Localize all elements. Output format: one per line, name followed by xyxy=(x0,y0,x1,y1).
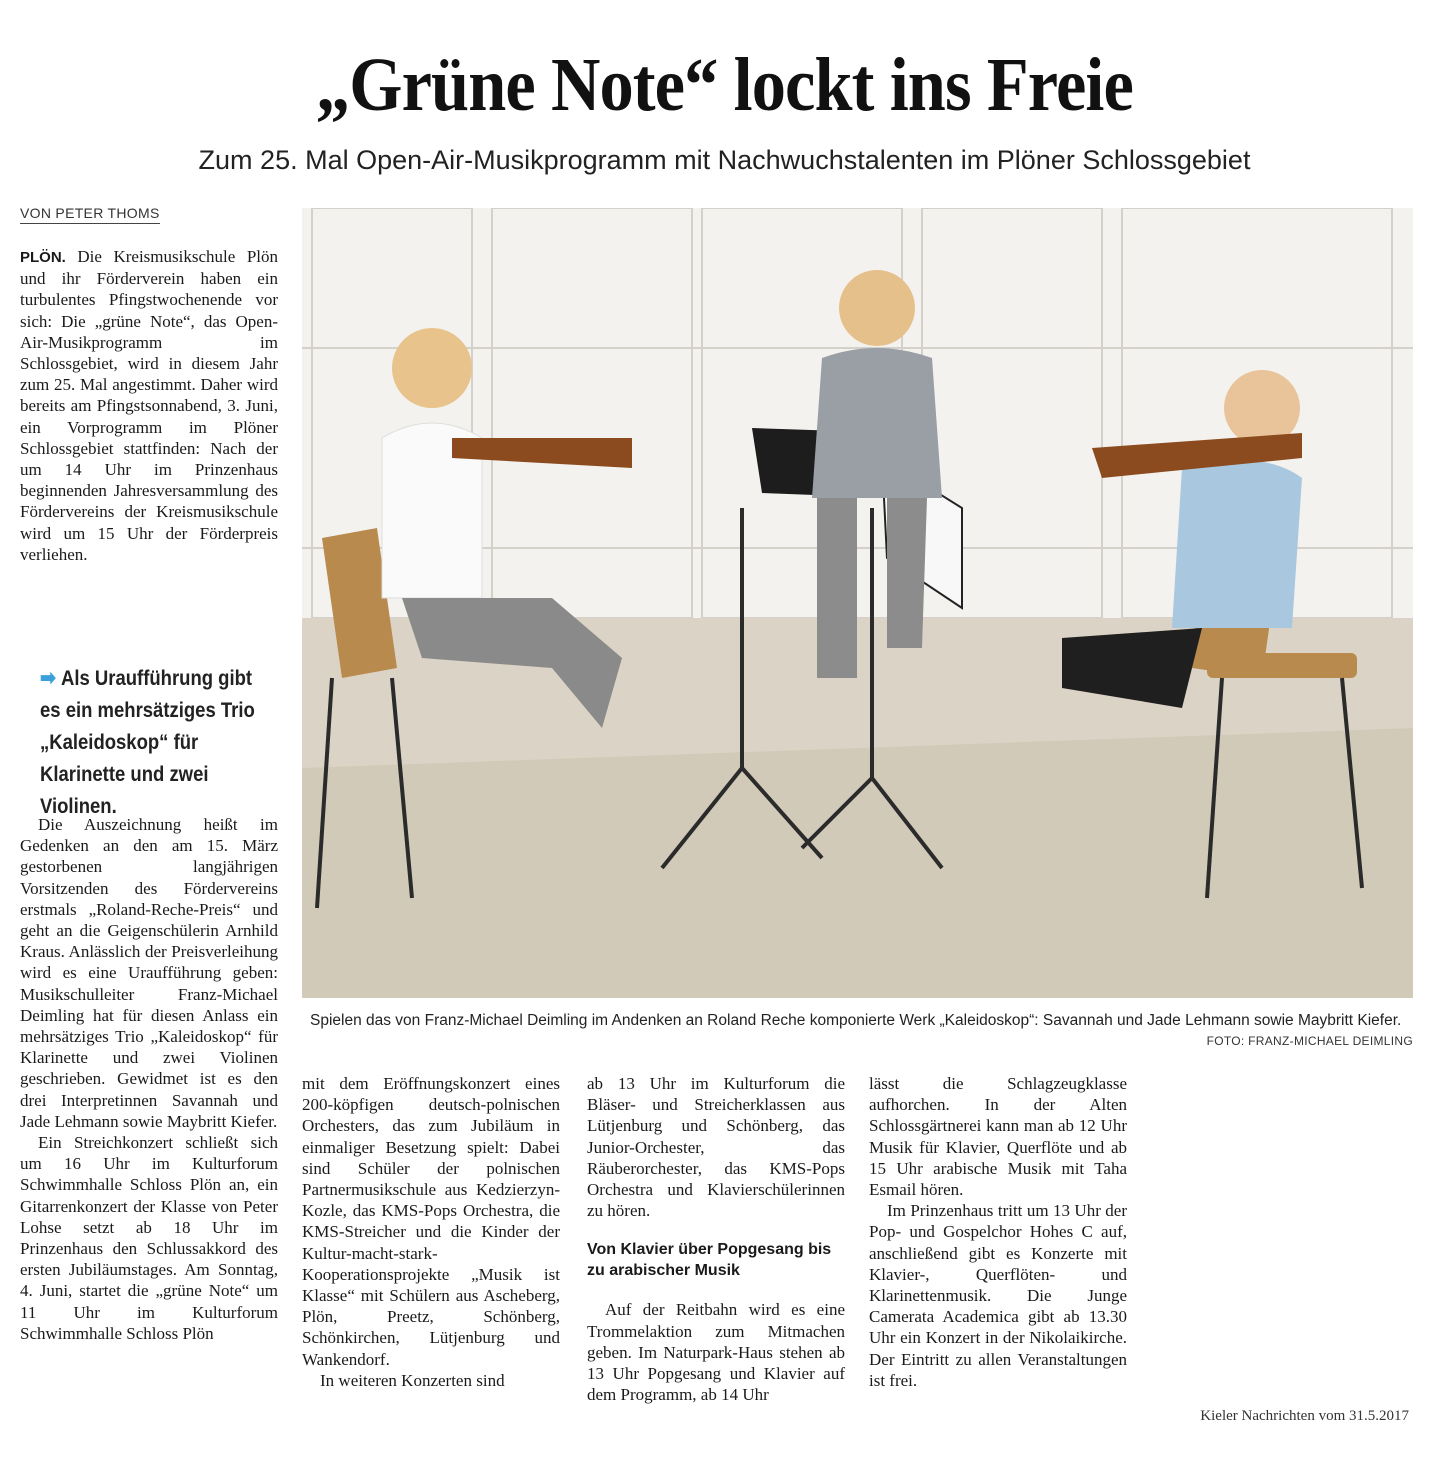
paragraph-award: Die Auszeichnung heißt im Gedenken an den am 15. März gestorbenen langjährigen Vorsitzenden des Fördervereins erstmals „Roland-Reche-Preis“ und geht an die Geigenschülerin Arnhild Kraus. Anlässlich der Preisverleihung wird es eine Uraufführung geben: Musikschulleiter Franz-Michael Deimling hat für diesen Anlass ein mehrsätziges Trio „Kaleidoskop“ für Klarinette und zwei Violinen geschrieben. Gewidmet ist es den drei Interpretinnen Savannah und Jade Lehmann sowie Maybritt Kiefer. xyxy=(20,815,278,1131)
arrow-right-icon: ➡ xyxy=(40,665,56,690)
teaser-box xyxy=(40,662,255,822)
paragraph-reitbahn: Auf der Reitbahn wird es eine Trommelaktion zum Mitmachen geben. Im Naturpark-Haus stehen ab 13 Uhr Popgesang und Klavier auf dem Programm, ab 14 Uhr xyxy=(587,1300,845,1405)
column-3 xyxy=(587,1073,845,1405)
paragraph-prinzenhaus: Im Prinzenhaus tritt um 13 Uhr der Pop- und Gospelchor Hohes C auf, anschließend gibt es Konzerte mit Klavier-, Querflöten- und Klarinettenmusik. Die Junge Camerata Academica gibt ab 13.30 Uhr ein Konzert in der Nikolaikirche. Der Eintritt zu allen Veranstaltungen ist frei. xyxy=(869,1201,1127,1390)
subheadline: Zum 25. Mal Open-Air-Musikprogramm mit Nachwuchstalenten im Plöner Schlossgebiet xyxy=(198,145,1251,175)
paragraph-kulturforum: ab 13 Uhr im Kulturforum die Bläser- und Streicherklassen aus Lütjenburg und Schönberg, das Junior-Orchester, das Räuberorchester, das KMS-Pops Orchestra und Klavierschülerinnen zu hören. xyxy=(587,1074,845,1221)
paragraph-concerts: Ein Streichkonzert schließt sich um 16 Uhr im Kulturforum Schwimmhalle Schloss Plön an, ein Gitarrenkonzert der Klasse von Peter Lohse setzt ab 18 Uhr im Prinzenhaus den Schlussakkord des ersten Jubiläumstages. Am Sonntag, 4. Juni, startet die „grüne Note“ um 11 Uhr im Kulturforum Schwimmhalle Schloss Plön xyxy=(20,1133,278,1343)
lead-column xyxy=(20,246,278,565)
byline: VON PETER THOMS xyxy=(20,205,160,224)
source-note: Kieler Nachrichten vom 31.5.2017 xyxy=(1200,1408,1409,1424)
photo-credit: FOTO: FRANZ-MICHAEL DEIMLING xyxy=(1206,1034,1413,1048)
headline: „Grüne Note“ lockt ins Freie xyxy=(315,43,1134,127)
paragraph-opening-concert: mit dem Eröffnungskonzert eines 200-köpfigen deutsch-polnischen Orchesters, das zum Jubiläum in einmaliger Besetzung spielt: Dabei sind Schüler der polnischen Partnermusikschule aus Kedzierzyn-Kozle, das KMS-Pops Orchestra, die KMS-Streicher und die Kinder der Kultur-macht-stark-Kooperationsprojekte „Musik ist Klasse“ mit Schülern aus Ascheberg, Plön, Preetz, Schönberg, Schönkirchen, Lütjenburg und Wankendorf. xyxy=(302,1074,560,1369)
column-2 xyxy=(302,1073,560,1391)
photo-illustration xyxy=(302,208,1413,998)
paragraph-schlossgaertnerei: lässt die Schlagzeugklasse aufhorchen. In der Alten Schlossgärtnerei kann man ab 12 Uhr Musik für Klavier, Querflöte und ab 15 Uhr arabische Musik mit Taha Esmail hören. xyxy=(869,1074,1127,1200)
column-1-lower xyxy=(20,814,278,1344)
photo-caption: Spielen das von Franz-Michael Deimling im Andenken an Roland Reche komponierte Werk „Kaleidoskop“: Savannah und Jade Lehmann sowie Maybritt Kiefer. xyxy=(310,1012,1402,1029)
lead-text: Die Kreismusikschule Plön und ihr Förderverein haben ein turbulentes Pfingstwochenende vor sich: Die „grüne Note“, das Open-Air-Musikprogramm im Schlossgebiet, wird in diesem Jahr zum 25. Mal angestimmt. Daher wird bereits am Pfingstsonnabend, 3. Juni, ein Vorprogramm im Plöner Schlossgebiet stattfinden: Nach der um 14 Uhr im Prinzenhaus beginnenden Jahresversammlung des Fördervereins der Kreismusikschule wird um 15 Uhr der Förderpreis verliehen. xyxy=(20,247,279,564)
lead-paragraph xyxy=(20,246,278,565)
article-photo xyxy=(302,208,1413,998)
dateline: PLÖN. xyxy=(20,249,66,266)
section-subheading: Von Klavier über Popgesang bis zu arabischer Musik xyxy=(587,1241,832,1280)
teaser-text: Als Uraufführung gibt es ein mehrsätziges Trio „Kaleidoskop“ für Klarinette und zwei Violinen. xyxy=(40,666,255,818)
column-4 xyxy=(869,1073,1127,1391)
paragraph-further-concerts: In weiteren Konzerten sind xyxy=(320,1370,505,1390)
